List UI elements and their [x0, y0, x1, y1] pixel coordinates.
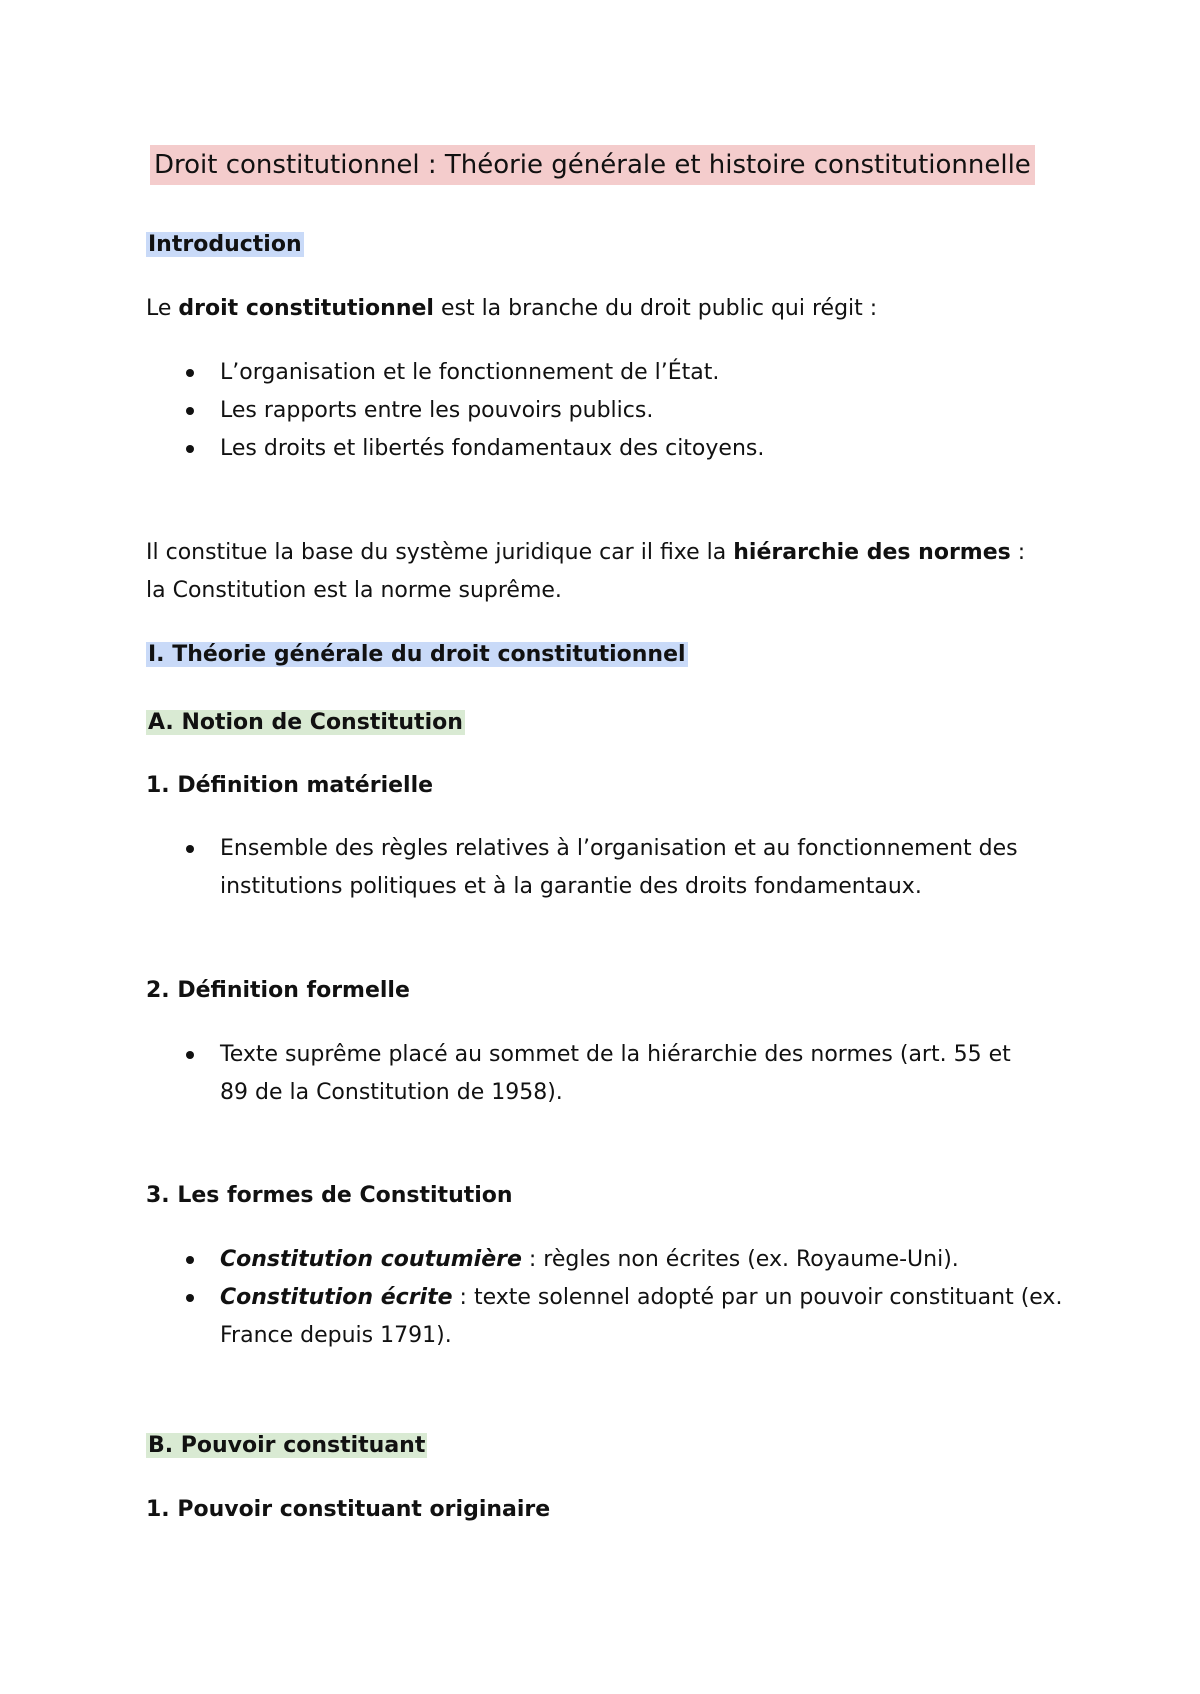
- definition-materielle-bullet: [146, 830, 1018, 906]
- intro-bullet-item: Les droits et libertés fondamentaux des citoyens.: [146, 430, 764, 468]
- document-title: Droit constitutionnel : Théorie générale et histoire constitutionnelle: [150, 145, 1035, 185]
- formes-constitution-list: [146, 1241, 1062, 1355]
- section-a-heading: A. Notion de Constitution: [148, 710, 463, 735]
- definition-formelle-list: [146, 1036, 1011, 1112]
- constitution-coutumiere-text: : règles non écrites (ex. Royaume-Uni).: [521, 1247, 959, 1272]
- section-1-heading: I. Théorie générale du droit constitutionnel: [148, 642, 686, 667]
- intro-p1-before: Le: [146, 296, 179, 321]
- intro-bullet-item: Les rapports entre les pouvoirs publics.: [146, 392, 764, 430]
- intro-p2-after: :: [1010, 540, 1026, 565]
- definition-materielle-heading: 1. Définition matérielle: [146, 773, 434, 798]
- intro-p2-line-2: la Constitution est la norme suprême.: [146, 578, 562, 603]
- section-b-heading-line: [146, 1427, 427, 1465]
- section-b-heading: B. Pouvoir constituant: [148, 1433, 426, 1458]
- intro-heading: Introduction: [148, 232, 302, 257]
- section-1-heading-line: [146, 636, 688, 674]
- intro-paragraph-1: [146, 290, 877, 328]
- intro-p1-after: est la branche du droit public qui régit :: [433, 296, 878, 321]
- bullet-line-1: Ensemble des règles relatives à l’organisation et au fonctionnement des: [220, 836, 1018, 861]
- intro-p1-bold: droit constitutionnel: [178, 296, 434, 321]
- definition-materielle-list: [146, 830, 1018, 906]
- intro-p2-bold: hiérarchie des normes: [733, 540, 1011, 565]
- intro-p2-line-1: [146, 534, 1025, 572]
- bullet-line-2: 89 de la Constitution de 1958).: [220, 1080, 563, 1105]
- constitution-ecrite-bullet: [146, 1279, 1062, 1355]
- intro-p2-before: Il constitue la base du système juridique car il fixe la: [146, 540, 734, 565]
- bullet-line-1: [220, 1279, 1062, 1317]
- definition-formelle-bullet: [146, 1036, 1011, 1112]
- intro-heading-line: [146, 226, 304, 264]
- definition-formelle-heading: 2. Définition formelle: [146, 978, 410, 1003]
- bullet-line-1: Texte suprême placé au sommet de la hiérarchie des normes (art. 55 et: [220, 1042, 1011, 1067]
- constitution-ecrite-text: : texte solennel adopté par un pouvoir constituant (ex.: [452, 1285, 1063, 1310]
- pouvoir-originaire-heading: 1. Pouvoir constituant originaire: [146, 1497, 551, 1522]
- constitution-coutumiere-label: Constitution coutumière: [220, 1247, 522, 1272]
- constitution-ecrite-label: Constitution écrite: [220, 1285, 453, 1310]
- intro-bullet-item: L’organisation et le fonctionnement de l’État.: [146, 354, 764, 392]
- section-a-heading-line: [146, 704, 465, 742]
- intro-paragraph-2: [146, 534, 1025, 610]
- bullet-line-2: France depuis 1791).: [220, 1323, 452, 1348]
- formes-constitution-heading: 3. Les formes de Constitution: [146, 1183, 513, 1208]
- intro-bullet-list: [146, 354, 764, 468]
- constitution-coutumiere-bullet: [146, 1241, 1062, 1279]
- bullet-line-2: institutions politiques et à la garantie des droits fondamentaux.: [220, 874, 922, 899]
